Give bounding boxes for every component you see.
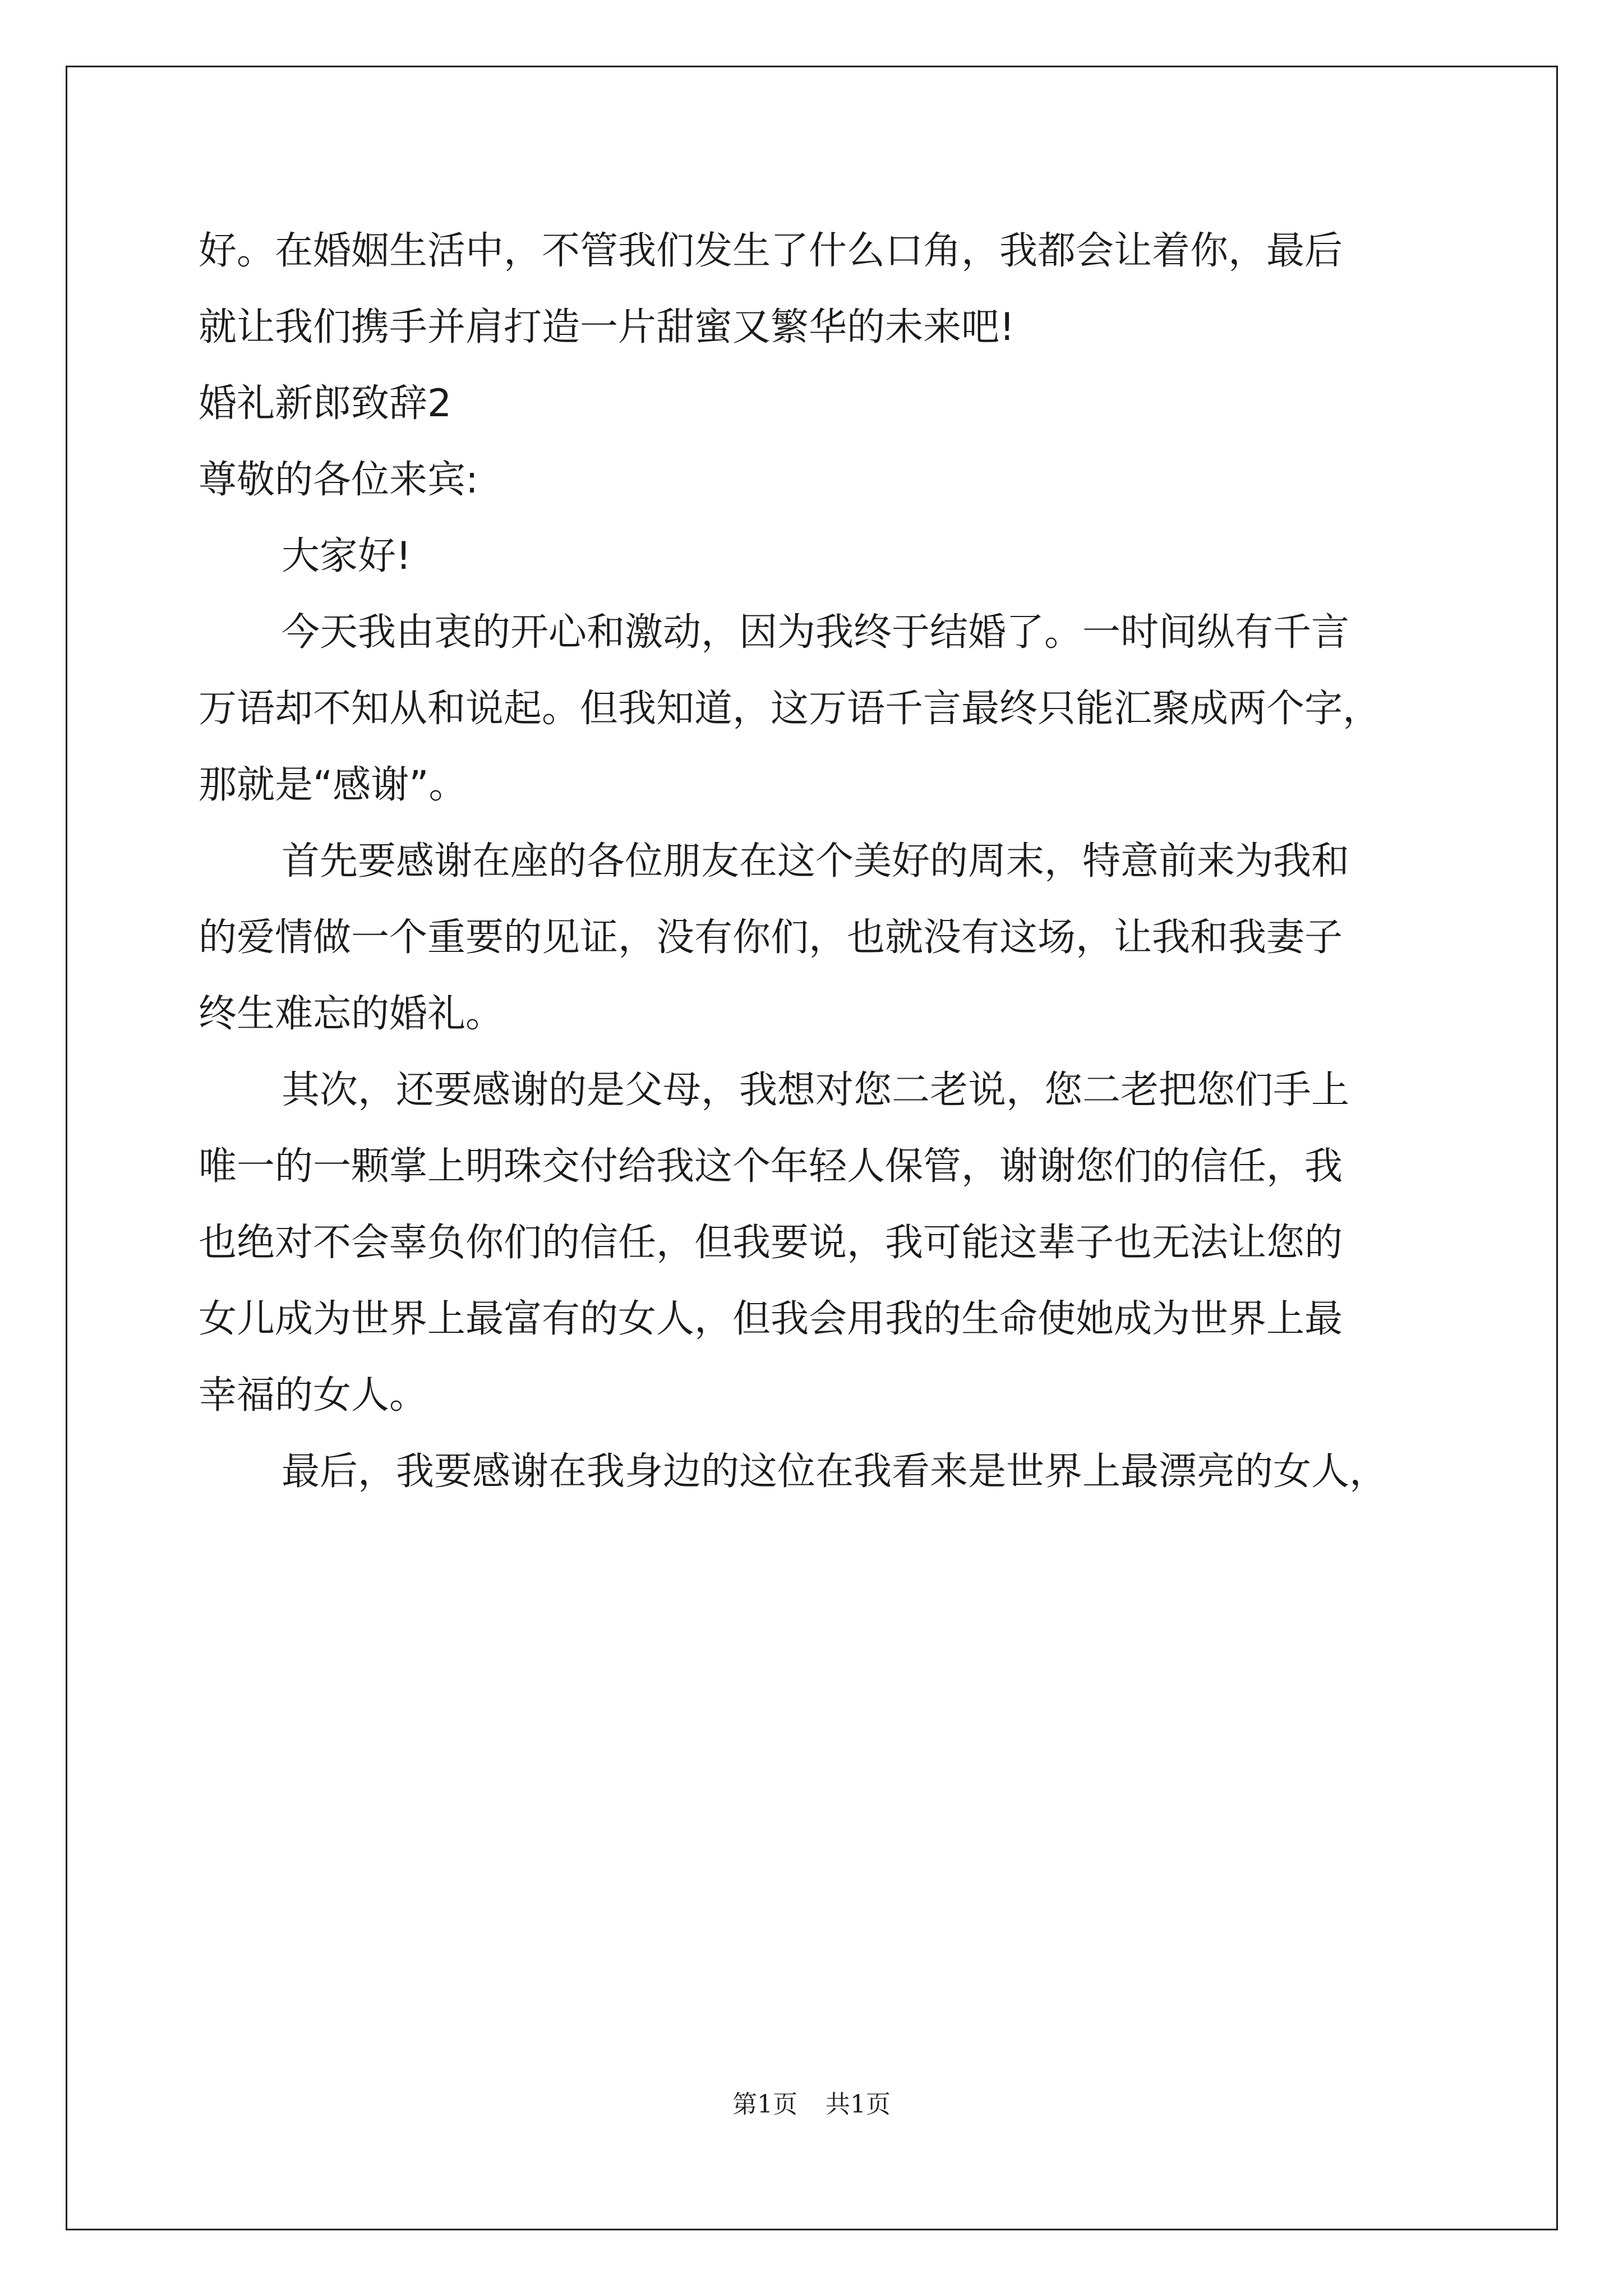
- paragraph-line: 最后，我要感谢在我身边的这位在我看来是世界上最漂亮的女人，: [282, 1450, 1388, 1494]
- document-body: [199, 213, 1449, 1510]
- paragraph-line: 女儿成为世界上最富有的女人，但我会用我的生命使她成为世界上最: [199, 1297, 1343, 1341]
- paragraph-line: 幸福的女人。: [199, 1373, 428, 1418]
- paragraph-line: 万语却不知从和说起。但我知道，这万语千言最终只能汇聚成两个字，: [199, 687, 1381, 731]
- paragraph-line: 终生难忘的婚礼。: [199, 992, 504, 1036]
- paragraph-line: 也绝对不会辜负你们的信任，但我要说，我可能这辈子也无法让您的: [199, 1221, 1343, 1265]
- page-number: 第1页: [732, 2090, 797, 2119]
- paragraph-line: 那就是“感谢”。: [199, 763, 467, 807]
- paragraph-line: 好。在婚姻生活中，不管我们发生了什么口角，我都会让着你，最后: [199, 229, 1343, 273]
- paragraph-line: 首先要感谢在座的各位朋友在这个美好的周末，特意前来为我和: [282, 839, 1350, 884]
- salutation: 尊敬的各位来宾:: [199, 458, 478, 502]
- page-footer: [0, 2084, 1623, 2120]
- paragraph-line: 的爱情做一个重要的见证，没有你们，也就没有这场，让我和我妻子: [199, 915, 1343, 960]
- paragraph-line: 唯一的一颗掌上明珠交付给我这个年轻人保管，谢谢您们的信任，我: [199, 1144, 1343, 1189]
- paragraph-line: 就让我们携手并肩打造一片甜蜜又繁华的未来吧!: [199, 305, 1015, 349]
- page-total: 共1页: [826, 2090, 891, 2119]
- paragraph-line: 今天我由衷的开心和激动，因为我终于结婚了。一时间纵有千言: [282, 610, 1350, 655]
- section-title: 婚礼新郎致辞2: [199, 381, 452, 426]
- paragraph-line: 其次，还要感谢的是父母，我想对您二老说，您二老把您们手上: [282, 1068, 1350, 1112]
- greeting: 大家好!: [282, 534, 412, 578]
